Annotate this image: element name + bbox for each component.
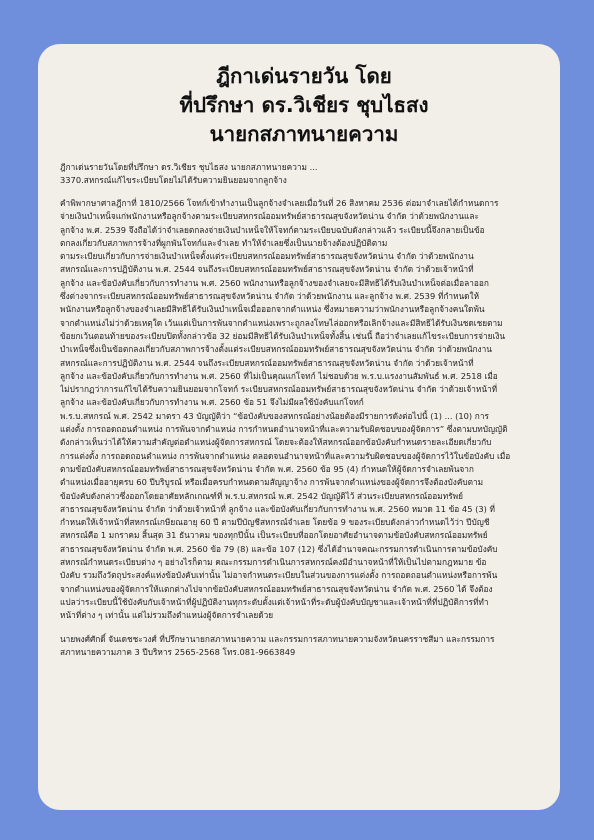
article-card bbox=[38, 44, 560, 810]
title-line: ฎีกาเด่นรายวัน โดย bbox=[216, 64, 392, 88]
body-line: ลูกจ้าง พ.ศ. 2539 จึงถือได้ว่าจำเลยตกลงจ่ายเงินบำเหน็จให้โจทก์ตามระเบียบฉบับดังกล่าวแล้ว ระเบียบนี้จึงกลายเป็นข้อ bbox=[60, 224, 485, 235]
article-body bbox=[60, 197, 548, 623]
subtitle-line: ฎีกาเด่นรายวันโดยที่ปรึกษา ดร.วิเชียร ชุบไธสง นายกสภาทนายความ ... bbox=[60, 162, 318, 172]
body-line: ลูกจ้าง และข้อบังคับเกี่ยวกับการทำงาน พ.ศ. 2560 ที่ไม่เป็นคุณแก่โจทก์ ไม่ชอบด้วย พ.ร.บ.แรงงานสัมพันธ์ พ.ศ. 2518 เมื่อ bbox=[60, 370, 498, 381]
body-line: ตามระเบียบเกี่ยวกับการจ่ายเงินบำเหน็จตั้งแต่ระเบียบสหกรณ์ออมทรัพย์สาธารณสุขจังหวัดน่าน จำกัด ว่าด้วยพนักงาน bbox=[60, 251, 474, 262]
body-line: สาธารณสุขจังหวัดน่าน จำกัด ว่าด้วยเจ้าหน้าที่ ลูกจ้าง และข้อบังคับเกี่ยวกับการทำงาน พ.ศ. 2560 หมวด 11 ข้อ 45 (3) ที่ bbox=[60, 503, 495, 514]
body-line: ตามข้อบังคับสหกรณ์ออมทรัพย์สาธารณสุขจังหวัดน่าน จำกัด พ.ศ. 2560 ข้อ 95 (4) กำหนดให้ผู้จัดการจำเลยพ้นจาก bbox=[60, 463, 474, 474]
body-line: สหกรณ์และการปฏิบัติงาน พ.ศ. 2544 จนถึงระเบียบสหกรณ์ออมทรัพย์สาธารณสุขจังหวัดน่าน จำกัด ว่าด้วยเจ้าหน้าที่ bbox=[60, 357, 474, 368]
title-line: ที่ปรึกษา ดร.วิเชียร ชุบไธสง bbox=[179, 93, 429, 117]
body-line: คำพิพากษาศาลฎีกาที่ 1810/2566 โจทก์เข้าทำงานเป็นลูกจ้างจำเลยเมื่อวันที่ 26 สิงหาคม 2536 ต่อมาจำเลยได้กำหนดการ bbox=[60, 198, 499, 208]
body-line: จ่ายเงินบำเหน็จแก่พนักงานหรือลูกจ้างตามระเบียบสหกรณ์ออมทรัพย์สาธารณสุขจังหวัดน่าน จำกัด ว่าด้วยพนักงานและ bbox=[60, 211, 479, 222]
body-line: พ.ร.บ.สหกรณ์ พ.ศ. 2542 มาตรา 43 บัญญัติว่า “ข้อบังคับของสหกรณ์อย่างน้อยต้องมีรายการดังต่อไปนี้ (1) ... (10) การ bbox=[60, 410, 489, 421]
body-line: ซึ่งต่างจากระเบียบสหกรณ์ออมทรัพย์สาธารณสุขจังหวัดน่าน จำกัด ว่าด้วยพนักงาน และลูกจ้าง พ.ศ. 2539 ที่กำหนดให้ bbox=[60, 291, 480, 302]
body-line: ตกลงเกี่ยวกับสภาพการจ้างที่ผูกพันโจทก์และจำเลย ทำให้จำเลยซึ่งเป็นนายจ้างต้องปฏิบัติตาม bbox=[60, 237, 388, 248]
body-line: ลูกจ้าง และข้อบังคับเกี่ยวกับการทำงาน พ.ศ. 2560 พนักงานหรือลูกจ้างของจำเลยจะมีสิทธิได้รับเงินบำเหน็จต่อเมื่อลาออก bbox=[60, 277, 489, 288]
footer-line: สภาทนายความภาค 3 ปีบริหาร 2565-2568 โทร.081-9663849 bbox=[60, 646, 296, 657]
body-line: สาธารณสุขจังหวัดน่าน จำกัด พ.ศ. 2560 ข้อ 79 (8) และข้อ 107 (12) ซึ่งได้อำนาจคณะกรรมการดำเนินการตามข้อบังคับ bbox=[60, 543, 498, 554]
body-line: ไม่ปรากฏว่าการแก้ไขได้รับความยินยอมจากโจทก์ ระเบียบสหกรณ์ออมทรัพย์สาธารณสุขจังหวัดน่าน จำกัด ว่าด้วยเจ้าหน้าที่ bbox=[60, 384, 498, 395]
author-footer bbox=[60, 633, 548, 659]
body-line: สหกรณ์คือ 1 มกราคม สิ้นสุด 31 ธันวาคม ของทุกปีนั้น เป็นระเบียบที่ออกโดยอาศัยอำนาจตามข้อบังคับสหกรณ์ออมทรัพย์ bbox=[60, 530, 488, 541]
body-line: จากตำแหน่งของผู้จัดการให้แตกต่างไปจากข้อบังคับสหกรณ์ออมทรัพย์สาธารณสุขจังหวัดน่าน จำกัด พ.ศ. 2560 ได้ จึงต้อง bbox=[60, 583, 493, 594]
body-line: ข้อยกเว้นตอนท้ายของระเบียบปิดทั้งกล่าวข้อ 32 ย่อมมีสิทธิได้รับเงินบำเหน็จทั้งสิ้น เช่นนี้ ถือว่าจำเลยแก้ไขระเบียบการจ่ายเงิน bbox=[60, 330, 506, 341]
body-line: ข้อบังคับดังกล่าวซึ่งออกโดยอาศัยหลักเกณฑ์ที่ พ.ร.บ.สหกรณ์ พ.ศ. 2542 บัญญัติไว้ ส่วนระเบียบสหกรณ์ออมทรัพย์ bbox=[60, 490, 463, 501]
article-subtitle bbox=[60, 161, 548, 187]
body-line: บำเหน็จซึ่งเป็นข้อตกลงเกี่ยวกับสภาพการจ้างตั้งแต่ระเบียบสหกรณ์ออมทรัพย์สาธารณสุขจังหวัดน่าน จำกัด ว่าด้วยพนักงาน bbox=[60, 344, 492, 355]
body-line: สหกรณ์กำหนดระเบียบต่าง ๆ อย่างไรก็ตาม คณะกรรมการดำเนินการสหกรณ์คงมีอำนาจหน้าที่ให้เป็นไปตามกฎหมาย ข้อ bbox=[60, 557, 487, 568]
footer-line: นายพงศ์ศักดิ์ จันเดชชะวงศ์ ที่ปรึกษานายกสภาทนายความ และกรรมการสภาทนายความจังหวัดนครราชสีมา และกรรมการ bbox=[60, 633, 495, 644]
body-line: พนักงานหรือลูกจ้างของจำเลยมีสิทธิได้รับเงินบำเหน็จเมื่อออกจากตำแหน่ง ซึ่งหมายความว่าพนักงานหรือลูกจ้างคนใดพ้น bbox=[60, 304, 485, 315]
body-line: ลูกจ้าง และข้อบังคับเกี่ยวกับการทำงาน พ.ศ. 2560 ข้อ 51 จึงไม่มีผลใช้บังคับแก่โจทก์ bbox=[60, 397, 364, 408]
body-line: แปลว่าระเบียบนี้ใช้บังคับกับเจ้าหน้าที่ผู้ปฏิบัติงานทุกระดับตั้งแต่เจ้าหน้าที่ระดับผู้บังคับบัญชาและเจ้าหน้าที่ที่ปฏิบัติการที่ทำ bbox=[60, 596, 489, 607]
subtitle-line: 3370.สหกรณ์แก้ไขระเบียบโดยไม่ได้รับความยินยอมจากลูกจ้าง bbox=[60, 175, 287, 185]
body-line: ดังกล่าวเห็นว่าได้ให้ความสำคัญต่อตำแหน่งผู้จัดการสหกรณ์ โดยจะต้องให้สหกรณ์ออกข้อบังคับกำหนดรายละเอียดเกี่ยวกับ bbox=[60, 437, 492, 448]
body-line: บังคับ รวมถึงวัตถุประสงค์แห่งข้อบังคับเท่านั้น ไม่อาจกำหนดระเบียบในส่วนของการแต่งตั้ง การถอดถอนตำแหน่งหรือการพ้น bbox=[60, 570, 498, 581]
body-line: สหกรณ์และการปฏิบัติงาน พ.ศ. 2544 จนถึงระเบียบสหกรณ์ออมทรัพย์สาธารณสุขจังหวัดน่าน จำกัด ว่าด้วยเจ้าหน้าที่ bbox=[60, 264, 474, 275]
page-title bbox=[60, 62, 548, 149]
body-line: แต่งตั้ง การถอดถอนตำแหน่ง การพ้นจากตำแหน่ง การกำหนดอำนาจหน้าที่และความรับผิดชอบของผู้จัดการ” ซึ่งตามบทบัญญัติ bbox=[60, 424, 508, 435]
body-line: ตำแหน่งเมื่ออายุครบ 60 ปีบริบูรณ์ หรือเมื่อครบกำหนดตามสัญญาจ้าง การพ้นจากตำแหน่งของผู้จัดการจึงต้องบังคับตาม bbox=[60, 477, 484, 488]
body-line: จากตำแหน่งไม่ว่าด้วยเหตุใด เว้นแต่เป็นการพ้นจากตำแหน่งเพราะถูกลงโทษไล่ออกหรือเลิกจ้างและมีสิทธิได้รับเงินชดเชยตาม bbox=[60, 317, 503, 328]
body-line: กำหนดให้เจ้าหน้าที่สหกรณ์เกษียณอายุ 60 ปี ตามปีบัญชีสหกรณ์จำเลย โดยข้อ 9 ของระเบียบดังกล่าวกำหนดไว้ว่า ปีบัญชี bbox=[60, 517, 490, 528]
body-line: หน้าที่ต่าง ๆ เท่านั้น แต่ไม่รวมถึงตำแหน่งผู้จัดการจำเลยด้วย bbox=[60, 610, 274, 621]
title-line: นายกสภาทนายความ bbox=[209, 122, 399, 146]
body-line: การแต่งตั้ง การถอดถอนตำแหน่ง การพ้นจากตำแหน่ง ตลอดจนอำนาจหน้าที่และความรับผิดชอบของผู้จัดการไว้ในข้อบังคับ เมื่อ bbox=[60, 450, 511, 461]
